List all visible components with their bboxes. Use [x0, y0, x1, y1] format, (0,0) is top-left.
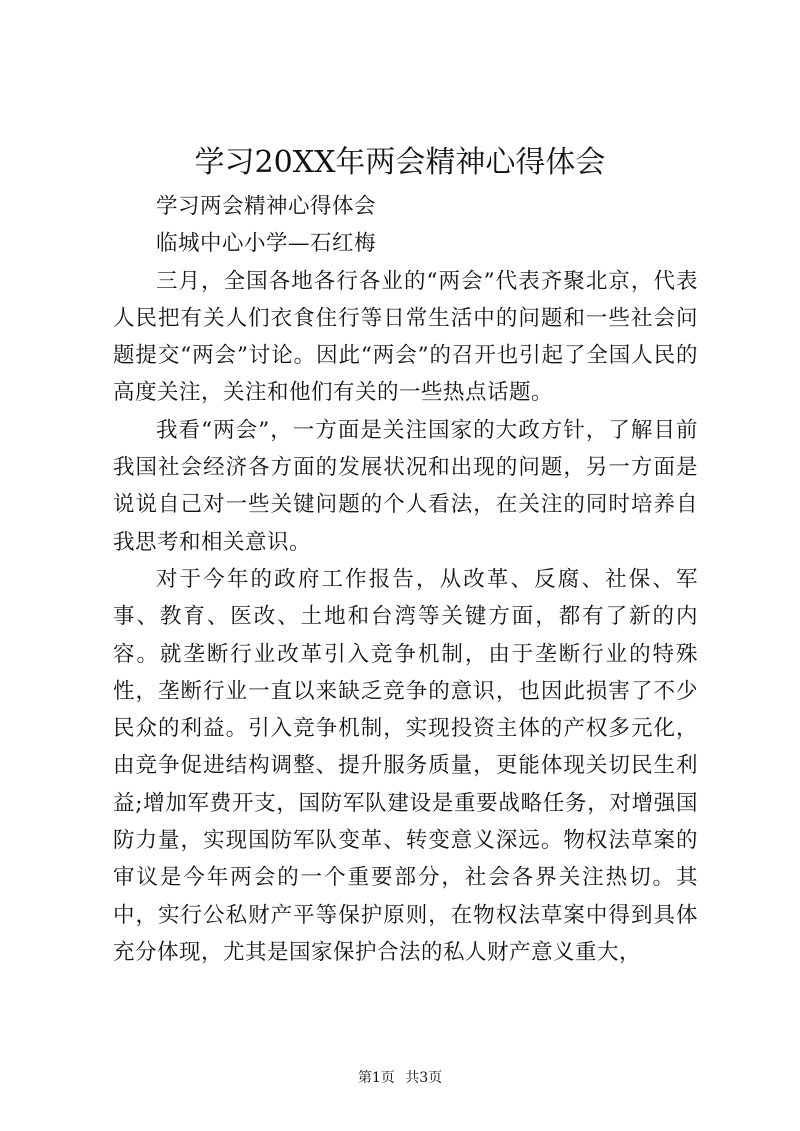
page-footer — [0, 1068, 800, 1088]
author-paragraph: 临城中心小学—石红梅 — [156, 231, 377, 257]
body-paragraph: 三月，全国各地各行各业的“两会”代表齐聚北京，代表人民把有关人们衣食住行等日常生活中的问题和一些社会问题提交“两会”讨论。因此“两会”的召开也引起了全国人民的高度关注，关注和他们有关的一些热点话题。 — [113, 268, 698, 406]
page-total: 共3页 — [405, 1070, 443, 1086]
document-title: 学习20XX年两会精神心得体会 — [194, 145, 606, 180]
subtitle-paragraph: 学习两会精神心得体会 — [156, 194, 377, 219]
document-body — [113, 188, 698, 971]
page-number: 第1页 — [357, 1070, 395, 1086]
body-paragraph: 我看“两会”，一方面是关注国家的大政方针，了解目前我国社会经济各方面的发展状况和出现的问题，另一方面是说说自己对一些关键问题的个人看法，在关注的同时培养自我思考和相关意识。 — [113, 417, 698, 555]
body-paragraph: 对于今年的政府工作报告，从改革、反腐、社保、军事、教育、医改、土地和台湾等关键方面，都有了新的内容。就垄断行业改革引入竞争机制，由于垄断行业的特殊性，垄断行业一直以来缺乏竞争的意识，也因此损害了不少民众的利益。引入竞争机制，实现投资主体的产权多元化，由竞争促进结构调整、提升服务质量，更能体现关切民生利益;增加军费开支，国防军队建设是重要战略任务，对增强国防力量，实现国防军队变革、转变意义深远。物权法草案的审议是今年两会的一个重要部分，社会各界关注热切。其中，实行公私财产平等保护原则，在物权法草案中得到具体充分体现，尤其是国家保护合法的私人财产意义重大， — [113, 566, 698, 965]
